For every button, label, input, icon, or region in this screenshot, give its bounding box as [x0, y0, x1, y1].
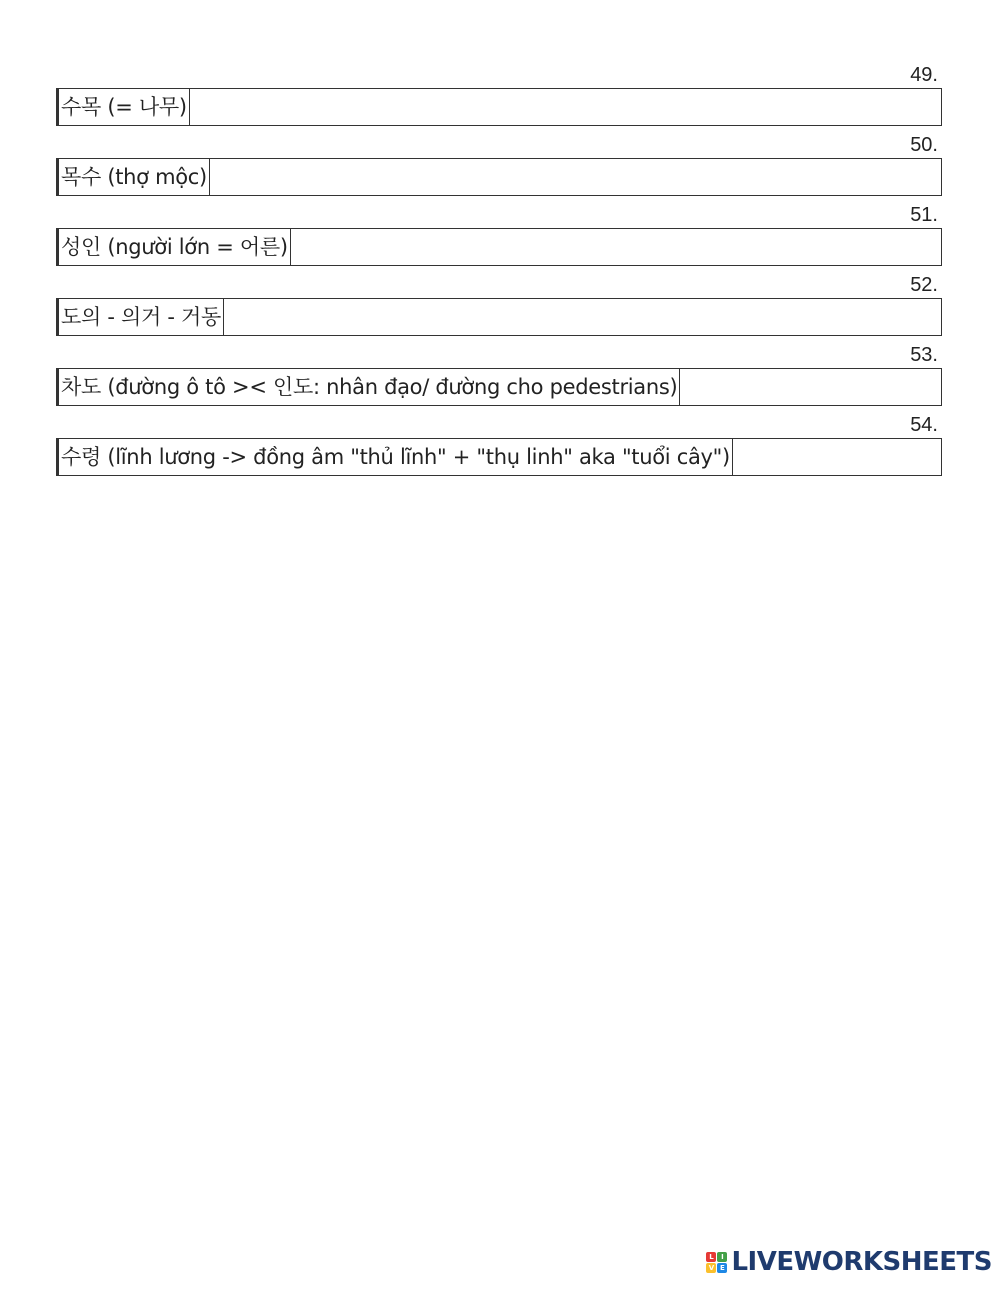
- answer-input[interactable]: [680, 369, 941, 405]
- item-prompt: 도의 - 의거 - 거동: [57, 299, 224, 335]
- logo-mark-icon: [706, 1252, 727, 1273]
- logo-mark-square: E: [717, 1263, 727, 1273]
- worksheet: [56, 62, 942, 476]
- worksheet-item-54: [56, 412, 942, 476]
- worksheet-item-52: [56, 272, 942, 342]
- logo-mark-square: V: [706, 1263, 716, 1273]
- item-prompt: 목수 (thợ mộc): [57, 159, 210, 195]
- logo-mark-square: L: [706, 1252, 716, 1262]
- answer-box: [56, 368, 942, 406]
- item-prompt: 성인 (người lớn = 어른): [57, 229, 291, 265]
- item-prompt: 차도 (đường ô tô >< 인도: nhân đạo/ đường cho pedestrians): [57, 369, 680, 405]
- answer-box: [56, 88, 942, 126]
- answer-input[interactable]: [733, 439, 994, 475]
- answer-box: [56, 228, 942, 266]
- worksheet-item-51: [56, 202, 942, 272]
- answer-box: [56, 158, 942, 196]
- item-number: 49.: [910, 64, 938, 86]
- worksheet-item-50: [56, 132, 942, 202]
- answer-input[interactable]: [210, 159, 941, 195]
- answer-box: [56, 438, 942, 476]
- worksheet-item-49: [56, 62, 942, 132]
- logo-text: LIVEWORKSHEETS: [731, 1247, 992, 1277]
- answer-input[interactable]: [291, 229, 941, 265]
- item-number: 52.: [910, 274, 938, 296]
- answer-input[interactable]: [224, 299, 941, 335]
- answer-box: [56, 298, 942, 336]
- item-number: 51.: [910, 204, 938, 226]
- worksheet-item-53: [56, 342, 942, 412]
- item-number: 53.: [910, 344, 938, 366]
- liveworksheets-logo: [706, 1247, 992, 1277]
- item-number: 54.: [910, 414, 938, 436]
- item-prompt: 수령 (lĩnh lương -> đồng âm "thủ lĩnh" + "thụ linh" aka "tuổi cây"): [57, 439, 733, 475]
- logo-mark-square: I: [717, 1252, 727, 1262]
- item-prompt: 수목 (= 나무): [57, 89, 190, 125]
- item-number: 50.: [910, 134, 938, 156]
- answer-input[interactable]: [190, 89, 941, 125]
